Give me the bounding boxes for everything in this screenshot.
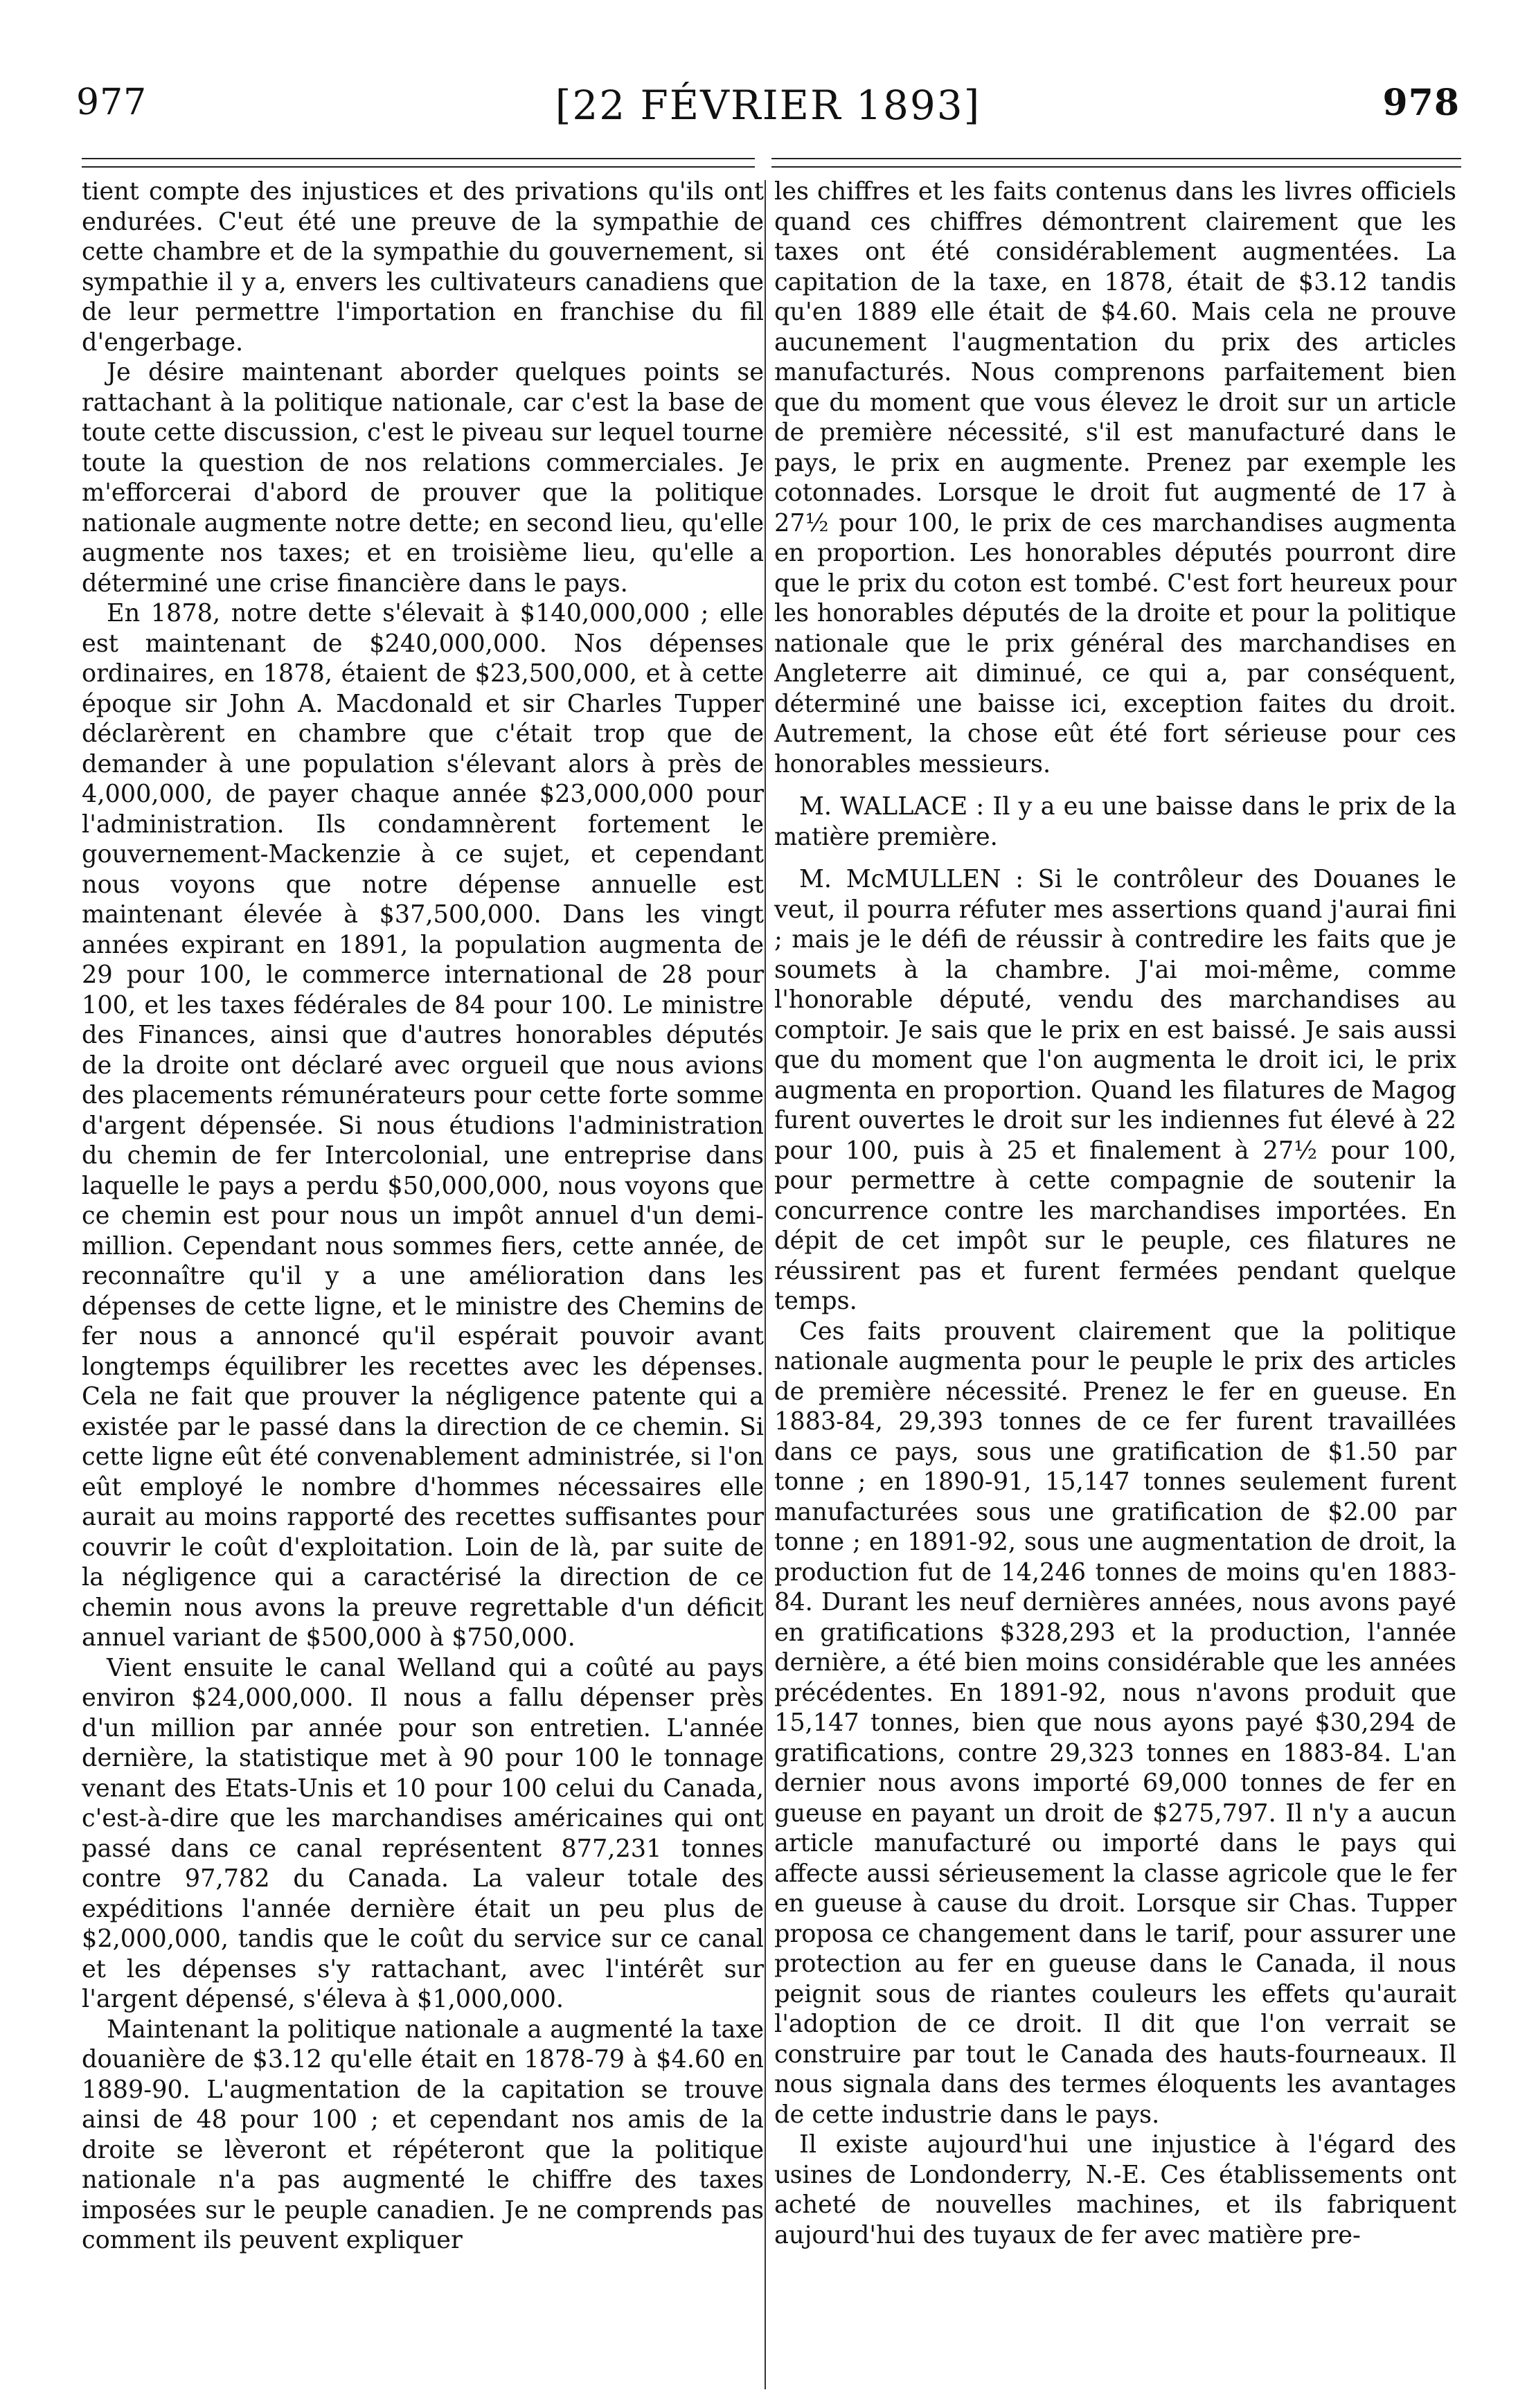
paragraph: En 1878, notre dette s'élevait à $140,000,000 ; elle est maintenant de $240,000,000. Nos dépenses ordinaires, en 1878, étaient de $23,500,000, et à cette époque sir John A. Macdonald et sir Charles Tupper déclarèrent en chambre que c'était trop que de demander à une population s'élevant alors à près de 4,000,000, de payer chaque année $23,000,000 pour l'administration. Ils condamnèrent fortement le gouvernement-Mackenzie à ce sujet, et cependant nous voyons que notre dépense annuelle est maintenant élevée à $37,500,000. Dans les vingt années expirant en 1891, la population augmenta de 29 pour 100, le commerce international de 28 pour 100, et les taxes fédérales de 84 pour 100. Le ministre des Finances, ainsi que d'autres honorables députés de la droite ont déclaré avec orgueil que nous avions des placements rémunérateurs pour cette forte somme d'argent dépensée. Si nous étudions l'administration du chemin de fer Intercolonial, une entreprise dans laquelle le pays a perdu $50,000,000, nous voyons que ce chemin est pour nous un impôt annuel d'un demi-million. Cependant nous sommes fiers, cette année, de reconnaître qu'il y a une amélioration dans les dépenses de cette ligne, et le ministre des Chemins de fer nous a annoncé qu'il espérait pouvoir avant longtemps équilibrer les recettes avec les dépenses. Cela ne fait que prouver la négligence patente qui a existée par le passé dans la direction de ce chemin. Si cette ligne eût été convenablement administrée, si l'on eût employé le nombre d'hommes nécessaires elle aurait au moins rapporté des recettes suffisantes pour couvrir le coût d'exploitation. Loin de là, par suite de la négligence qui a caractérisé la direction de ce chemin nous avons la preuve regrettable d'un déficit annuel variant de $500,000 à $750,000. (82, 599, 764, 1652)
speech-paragraph: M. WALLACE : Il y a eu une baisse dans le prix de la matière première. (774, 792, 1456, 851)
left-page-number: 977 (76, 82, 148, 123)
paragraph: Il existe aujourd'hui une injustice à l'égard des usines de Londonderry, N.-E. Ces établissements ont acheté de nouvelles machines, et ils fabriquent aujourd'hui des tuyaux de fer avec matière pre- (774, 2130, 1456, 2249)
speech-paragraph: M. McMULLEN : Si le contrôleur des Douanes le veut, il pourra réfuter mes assertions quand j'aurai fini ; mais je le défi de réussir à contredire les faits que je soumets à la chambre. J'ai moi-même, comme l'honorable député, vendu des marchandises au comptoir. Je sais que le prix en est baissé. Je sais aussi que du moment que l'on augmenta le droit ici, le prix augmenta en proportion. Quand les filatures de Magog furent ouvertes le droit sur les indiennes fut élevé à 22 pour 100, puis à 25 et finalement à 27½ pour 100, pour permettre à cette compagnie de soutenir la concurrence contre les marchandises importées. En dépit de cet impôt sur le peuple, ces filatures ne réussirent pas et furent fermées pendant quelque temps. (774, 865, 1456, 1315)
left-column (82, 177, 764, 2256)
paragraph: Vient ensuite le canal Welland qui a coûté au pays environ $24,000,000. Il nous a fallu dépenser près d'un million par année pour son entretien. L'année dernière, la statistique met à 90 pour 100 le tonnage venant des Etats-Unis et 10 pour 100 celui du Canada, c'est-à-dire que les marchandises américaines qui ont passé dans ce canal représentent 877,231 tonnes contre 97,782 du Canada. La valeur totale des expéditions l'année dernière était un peu plus de $2,000,000, tandis que le coût du service sur ce canal et les dépenses s'y rattachant, avec l'intérêt sur l'argent dépensé, s'éleva à $1,000,000. (82, 1653, 764, 2013)
right-page-number: 978 (1382, 82, 1460, 124)
paragraph: Maintenant la politique nationale a augmenté la taxe douanière de $3.12 qu'elle était en 1878-79 à $4.60 en 1889-90. L'augmentation de la capitation se trouve ainsi de 48 pour 100 ; et cependant nos amis de la droite se lèveront et répéteront que la politique nationale n'a pas augmenté le chiffre des taxes imposées sur le peuple canadien. Je ne comprends pas comment ils peuvent expliquer (82, 2015, 764, 2254)
page-header (76, 82, 1460, 158)
sitting-date: [22 FÉVRIER 1893] (555, 82, 981, 129)
paragraph: Je désire maintenant aborder quelques points se rattachant à la politique nationale, car c'est la base de toute cette discussion, c'est le piveau sur lequel tourne toute la question de nos relations commerciales. Je m'efforcerai d'abord de prouver que la politique nationale augmente notre dette; en second lieu, qu'elle augmente nos taxes; et en troisième lieu, qu'elle a déterminé une crise financière dans le pays. (82, 358, 764, 598)
right-column (774, 177, 1456, 2250)
header-double-rule (82, 158, 1461, 168)
paragraph: tient compte des injustices et des privations qu'ils ont endurées. C'eut été une preuve de la sympathie de cette chambre et de la sympathie du gouvernement, si sympathie il y a, envers les cultivateurs canadiens que de leur permettre l'importation en franchise du fil d'engerbage. (82, 177, 764, 357)
rule-gap (755, 155, 771, 169)
paragraph: Ces faits prouvent clairement que la politique nationale augmenta pour le peuple le prix des articles de première nécessité. Prenez le fer en gueuse. En 1883-84, 29,393 tonnes de ce fer furent travaillées dans ce pays, sous une gratification de $1.50 par tonne ; en 1890-91, 15,147 tonnes seulement furent manufacturées sous une gratification de $2.00 par tonne ; en 1891-92, sous une augmentation de droit, la production fut de 14,246 tonnes de moins qu'en 1883-84. Durant les neuf dernières années, nous avons payé en gratifications $328,293 et la production, l'année dernière, a été bien moins considérable que les années précédentes. En 1891-92, nous n'avons produit que 15,147 tonnes, bien que nous ayons payé $30,294 de gratifications, contre 29,323 tonnes en 1883-84. L'an dernier nous avons importé 69,000 tonnes de fer en gueuse en payant un droit de $275,797. Il n'y a aucun article manufacturé ou importé dans le pays qui affecte aussi sérieusement la classe agricole que le fer en gueuse à cause du droit. Lorsque sir Chas. Tupper proposa ce changement dans le tarif, pour assurer une protection au fer en gueuse dans le Canada, il nous peignit sous de riantes couleurs les effets qu'aurait l'adoption de ce droit. Il dit que l'on verrait se construire par tout le Canada des hauts-fourneaux. Il nous signala dans des termes éloquents les avantages de cette industrie dans le pays. (774, 1317, 1456, 2129)
column-divider (765, 180, 766, 2389)
paragraph: les chiffres et les faits contenus dans les livres officiels quand ces chiffres démontrent clairement que les taxes ont été considérablement augmentées. La capitation de la taxe, en 1878, était de $3.12 tandis qu'en 1889 elle était de $4.60. Mais cela ne prouve aucunement l'augmentation du prix des articles manufacturés. Nous comprenons parfaitement bien que du moment que vous élevez le droit sur un article de première nécessité, s'il est manufacturé dans le pays, le prix en augmente. Prenez par exemple les cotonnades. Lorsque le droit fut augmenté de 17 à 27½ pour 100, le prix de ces marchandises augmenta en proportion. Les honorables députés pourront dire que le prix du coton est tombé. C'est fort heureux pour les honorables députés de la droite et pour la politique nationale que le prix général des marchandises en Angleterre ait diminué, ce qui a, par conséquent, déterminé une baisse ici, exception faites du droit. Autrement, la chose eût été fort sérieuse pour ces honorables messieurs. (774, 177, 1456, 778)
